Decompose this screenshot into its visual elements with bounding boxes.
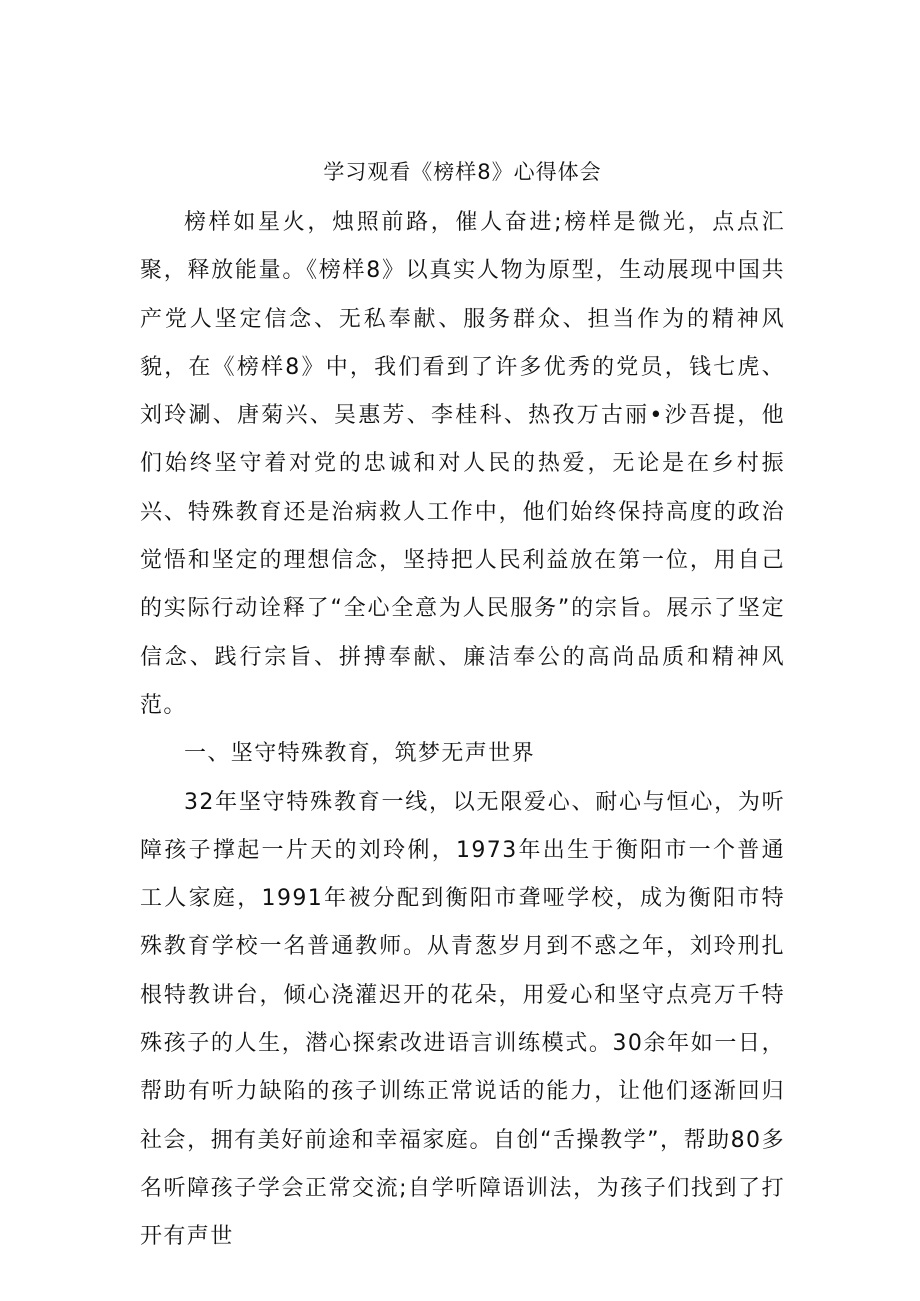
intro-paragraph: 榜样如星火，烛照前路，催人奋进;榜样是微光，点点汇聚，释放能量。《榜样8》以真实人物为原型，生动展现中国共产党人坚定信念、无私奉献、服务群众、担当作为的精神风貌，在《榜样8》中，我们看到了许多优秀的党员，钱七虎、刘玲涮、唐菊兴、吴惠芳、李桂科、热孜万古丽•沙吾提，他们始终坚守着对党的忠诚和对人民的热爱，无论是在乡村振兴、特殊教育还是治病救人工作中，他们始终保持高度的政治觉悟和坚定的理想信念，坚持把人民利益放在第一位，用自己的实际行动诠释了“全心全意为人民服务”的宗旨。展示了坚定信念、践行宗旨、拼搏奉献、廉洁奉公的高尚品质和精神风范。 bbox=[140, 210, 785, 718]
section-heading: 一、坚守特殊教育，筑梦无声世界 bbox=[184, 741, 536, 767]
section-paragraph: 32年坚守特殊教育一线，以无限爱心、耐心与恒心，为听障孩子撑起一片天的刘玲俐，1973年出生于衡阳市一个普通工人家庭，1991年被分配到衡阳市聋哑学校，成为衡阳市特殊教育学校一名普通教师。从青葱岁月到不惑之年，刘玲刑扎根特教讲台，倾心浇灌迟开的花朵，用爱心和坚守点亮万千特殊孩子的人生，潜心探索改进语言训练模式。30余年如一日，帮助有听力缺陷的孩子训练正常说话的能力，让他们逐渐回归社会，拥有美好前途和幸福家庭。自创“舌操教学”，帮助80多名听障孩子学会正常交流;自学听障语训法，为孩子们找到了打开有声世 bbox=[140, 789, 785, 1250]
document-title: 学习观看《榜样8》心得体会 bbox=[323, 160, 602, 184]
